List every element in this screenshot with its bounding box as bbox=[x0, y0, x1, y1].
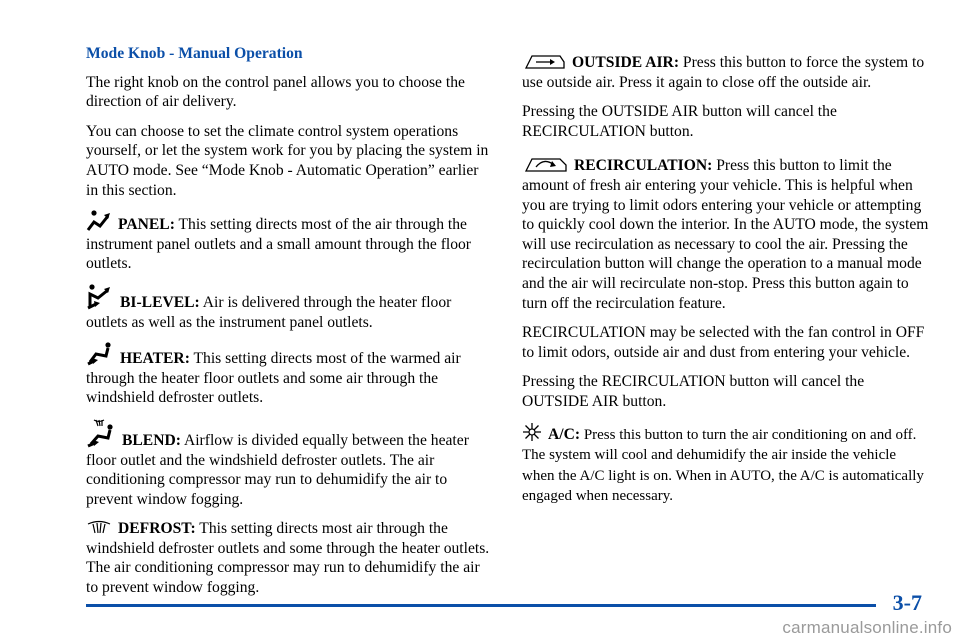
ac-text: Press this button to turn the air conditioning on and off. The system will cool and dehumidify the air inside the vehicle when the A/C light is on. When in AUTO, the A/C is automatically engaged when necessary. bbox=[522, 426, 924, 505]
blend-vent-icon bbox=[86, 418, 116, 448]
right-column bbox=[522, 40, 930, 517]
page-number: 3-7 bbox=[892, 590, 922, 615]
panel-label: PANEL: bbox=[118, 216, 175, 234]
defrost-icon bbox=[86, 520, 112, 536]
heater-label: HEATER: bbox=[120, 350, 190, 368]
heater-item bbox=[86, 342, 490, 408]
left-column bbox=[86, 40, 490, 608]
section-heading: Mode Knob - Manual Operation bbox=[86, 45, 303, 62]
panel-item bbox=[86, 210, 490, 274]
ac-label: A/C: bbox=[548, 425, 581, 443]
recirculation-icon bbox=[522, 155, 568, 173]
recirculation-item bbox=[522, 155, 930, 313]
outside-air-item bbox=[522, 52, 930, 92]
intro-paragraph-2: You can choose to set the climate control system operations yourself, or let the system work for you by placing the system in AUTO mode. See “Mode Knob - Automatic Operation” earlier in this section. bbox=[86, 122, 489, 199]
blend-label: BLEND: bbox=[122, 431, 181, 449]
bi-level-item bbox=[86, 284, 490, 332]
bi-level-vent-icon bbox=[86, 284, 114, 310]
watermark: carmanualsonline.info bbox=[782, 618, 952, 637]
outside-air-label: OUTSIDE AIR: bbox=[572, 54, 680, 71]
heater-text: This setting directs most of the warmed air through the heater floor outlets and some air through the windshield defroster outlets. bbox=[86, 350, 461, 407]
outside-air-icon bbox=[522, 52, 566, 70]
panel-vent-icon bbox=[86, 210, 112, 232]
footer-rule bbox=[86, 604, 876, 607]
recirculation-cancel-paragraph: Pressing the RECIRCULATION button will cancel the OUTSIDE AIR button. bbox=[522, 373, 865, 410]
ac-item bbox=[522, 422, 930, 507]
defrost-text: This setting directs most air through the windshield defroster outlets and some through the heater outlets. The air conditioning compressor may run to dehumidify the air to prevent window fogging. bbox=[86, 520, 490, 597]
defrost-label: DEFROST: bbox=[118, 520, 196, 538]
bi-level-text: Air is delivered through the heater floor outlets as well as the instrument panel outlets. bbox=[86, 293, 452, 331]
snowflake-icon bbox=[522, 422, 542, 442]
blend-item bbox=[86, 418, 490, 509]
outside-air-text: Press this button to force the system to use outside air. Press it again to close off the outside air. bbox=[522, 54, 925, 91]
intro-paragraph-1: The right knob on the control panel allows you to choose the direction of air delivery. bbox=[86, 73, 465, 111]
panel-text: This setting directs most of the air through the instrument panel outlets and a small amount through the floor outlets. bbox=[86, 216, 472, 273]
defrost-item bbox=[86, 519, 490, 597]
bi-level-label: BI-LEVEL: bbox=[120, 293, 200, 311]
recirculation-text: Press this button to limit the amount of fresh air entering your vehicle. This is helpful when you are trying to limit odors entering your vehicle or attempting to quickly cool down the interior. In the AUTO mode, the system will use recirculation as necessary to cool the air. Pressing the recirculation button will change the operation to a manual mode and the air will recirculate non-stop. Press this button again to turn off the recirculation feature. bbox=[522, 157, 929, 312]
blend-text: Airflow is divided equally between the heater floor outlet and the windshield defroster outlets. The air conditioning compressor may run to dehumidify the air to prevent window fogging. bbox=[86, 431, 469, 508]
recirculation-fan-paragraph: RECIRCULATION may be selected with the fan control in OFF to limit odors, outside air and dust from entering your vehicle. bbox=[522, 324, 925, 361]
heater-vent-icon bbox=[86, 342, 114, 366]
outside-air-cancel-paragraph: Pressing the OUTSIDE AIR button will cancel the RECIRCULATION button. bbox=[522, 103, 837, 140]
recirculation-label: RECIRCULATION: bbox=[574, 157, 713, 175]
